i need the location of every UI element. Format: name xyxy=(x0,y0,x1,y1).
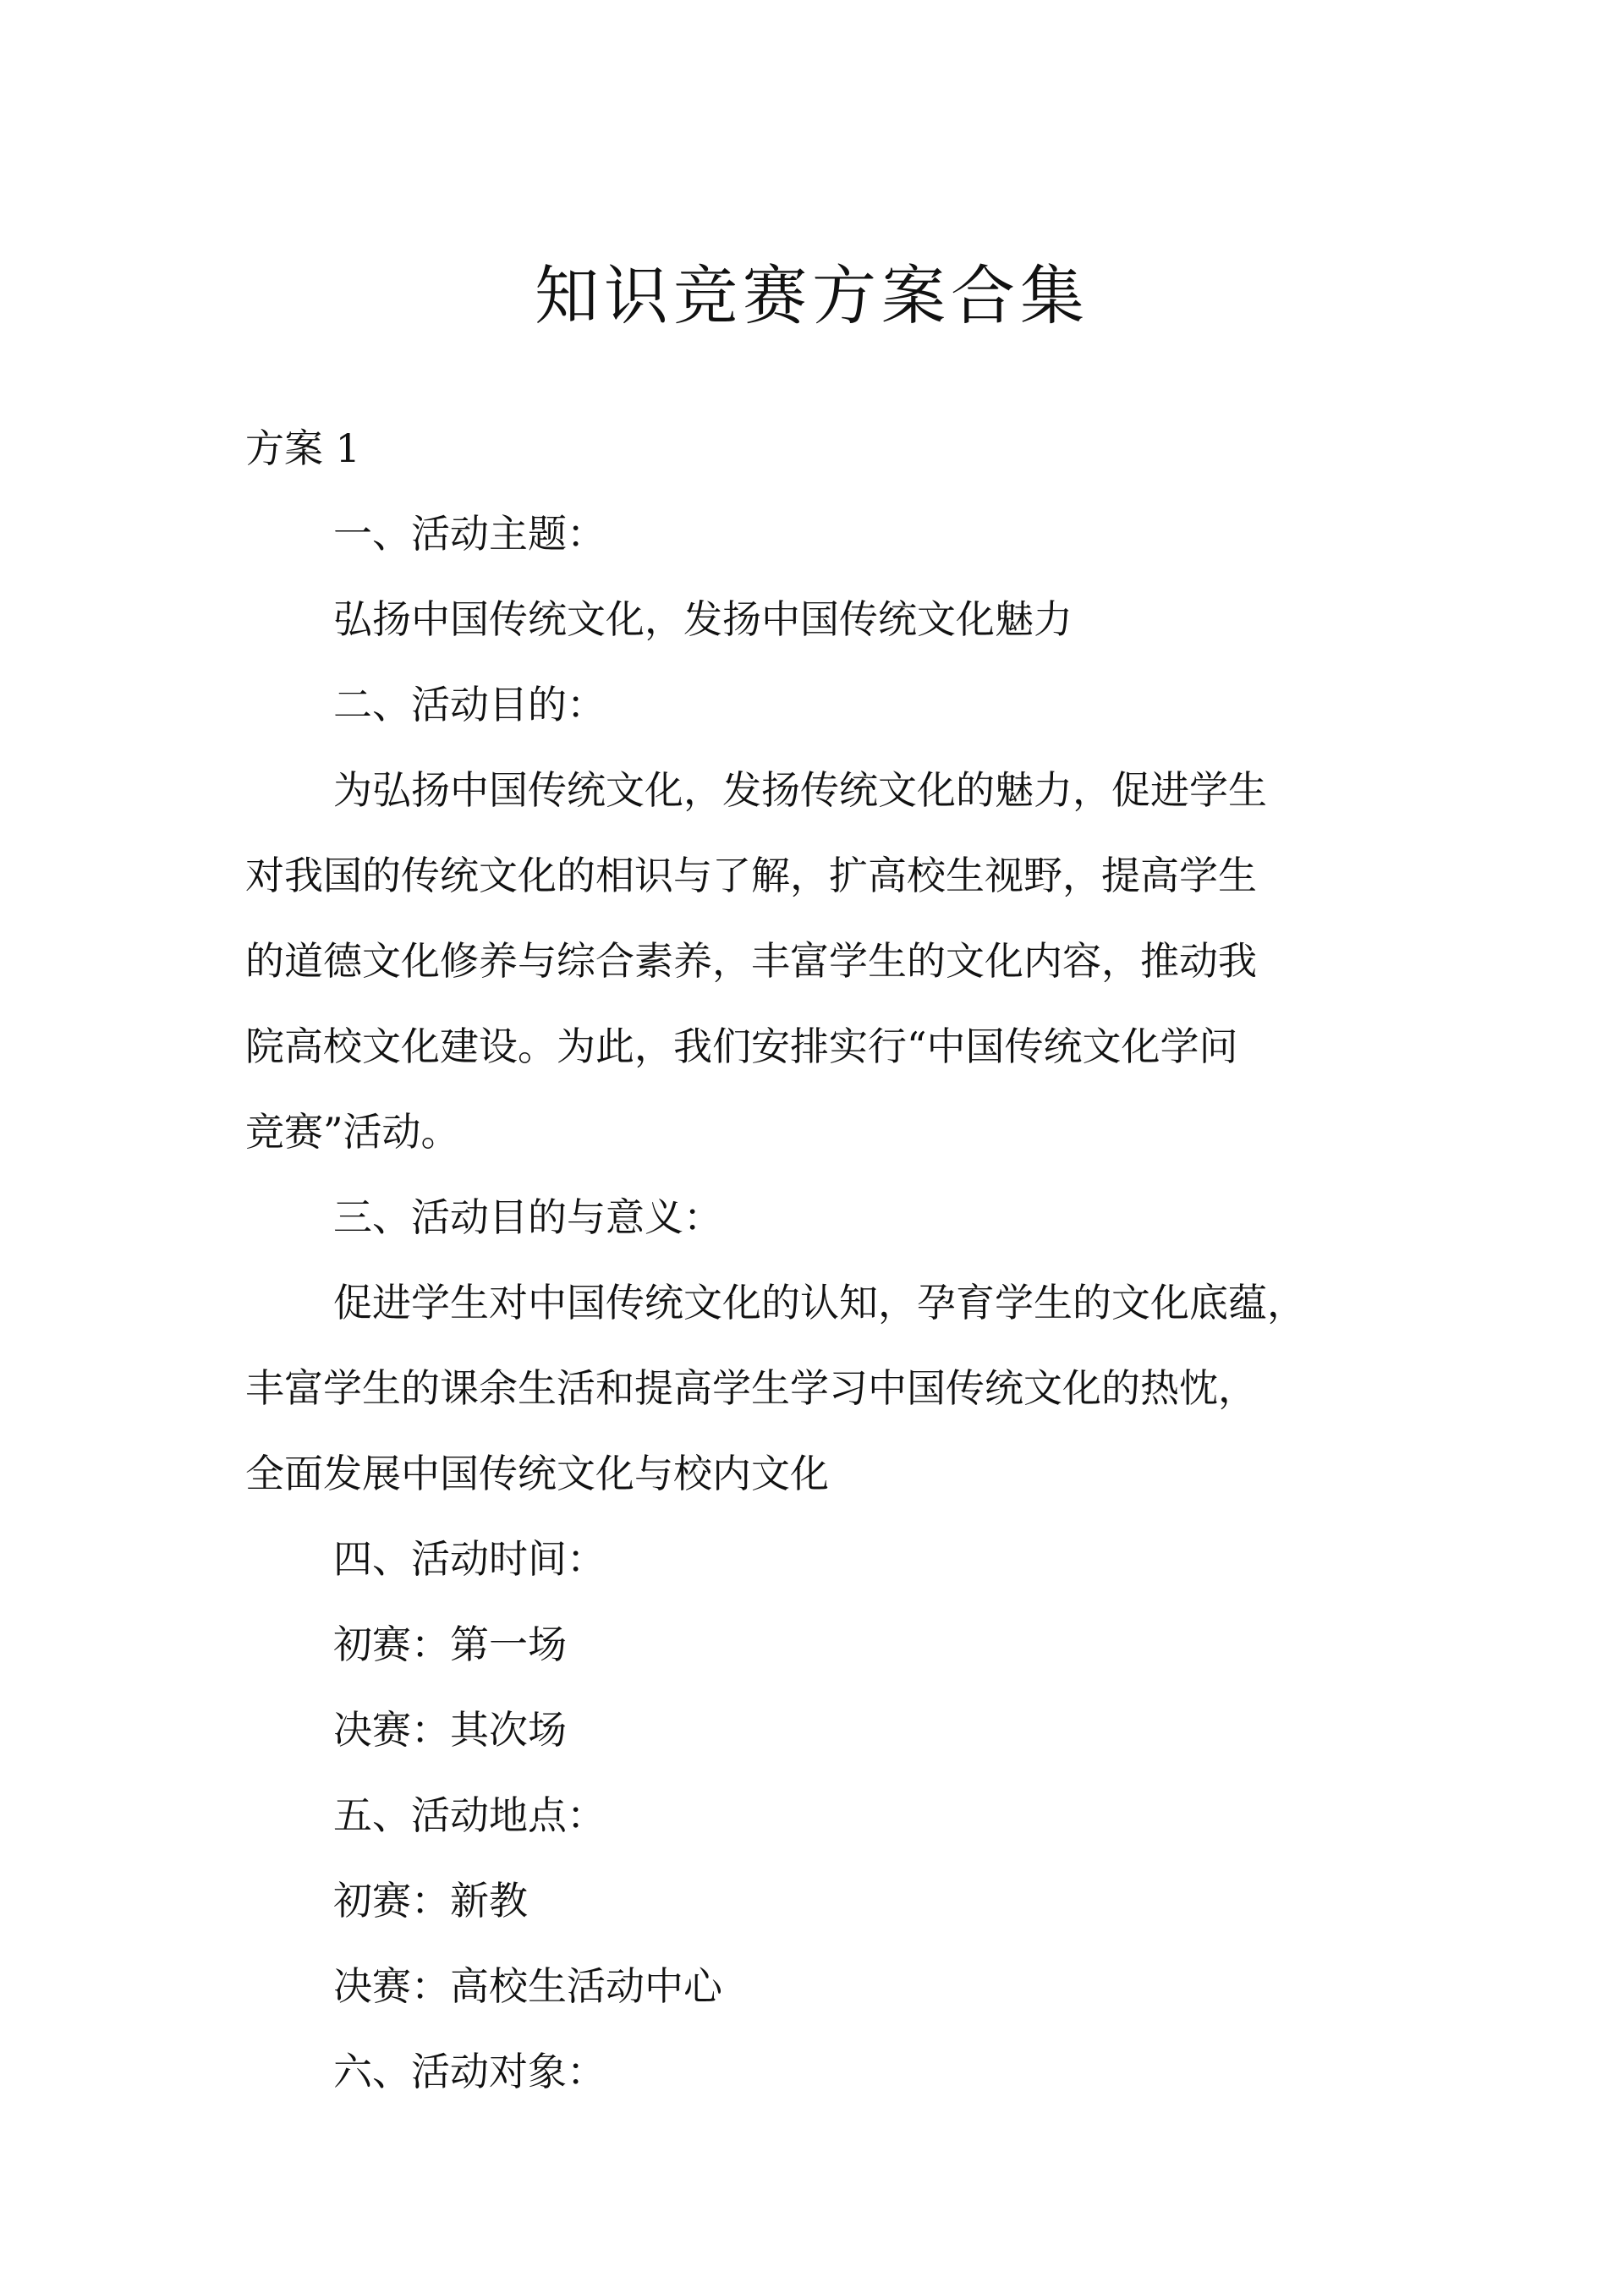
paragraph-line: 的道德文化修养与综合素养，丰富学生的文化内容，推动我 xyxy=(245,938,1257,984)
paragraph-line: 丰富学生的课余生活和提高学生学习中国传统文化的热忱， xyxy=(245,1365,1257,1411)
list-item: 初赛：第一场 xyxy=(333,1622,567,1667)
section-heading-theme: 一、活动主题： xyxy=(333,511,606,557)
paragraph-line: 促进学生对中国传统文化的认知，孕育学生的文化底蕴， xyxy=(333,1280,1306,1325)
section-heading-purpose: 二、活动目的： xyxy=(333,682,606,727)
document-title: 知识竞赛方案合集 xyxy=(535,258,1089,333)
section-heading-audience: 六、活动对象： xyxy=(333,2049,606,2094)
paragraph-line: 弘扬中国传统文化，发扬中国传统文化魅力 xyxy=(333,596,1073,642)
list-item: 决赛：高校生活动中心 xyxy=(333,1963,722,2009)
paragraph-line: 院高校文化建设。为此，我们安排实行“中国传统文化学问 xyxy=(245,1024,1238,1069)
paragraph-line: 竞赛”活动。 xyxy=(245,1109,460,1155)
section-heading-location: 五、活动地点： xyxy=(333,1792,606,1838)
section-heading-time: 四、活动时间： xyxy=(333,1536,606,1582)
paragraph-line: 全面发展中国传统文化与校内文化 xyxy=(245,1451,829,1496)
scheme-heading: 方案 1 xyxy=(245,425,360,471)
paragraph-line: 对我国的传统文化的相识与了解，扩高校生视野，提高学生 xyxy=(245,853,1257,898)
list-item: 决赛：其次场 xyxy=(333,1707,567,1753)
section-heading-significance: 三、活动目的与意义： xyxy=(333,1194,722,1240)
paragraph-line: 为弘扬中国传统文化，发扬传统文化的魅力，促进学生 xyxy=(333,767,1267,813)
list-item: 初赛：新教 xyxy=(333,1878,528,1924)
document-body xyxy=(245,406,1387,2115)
